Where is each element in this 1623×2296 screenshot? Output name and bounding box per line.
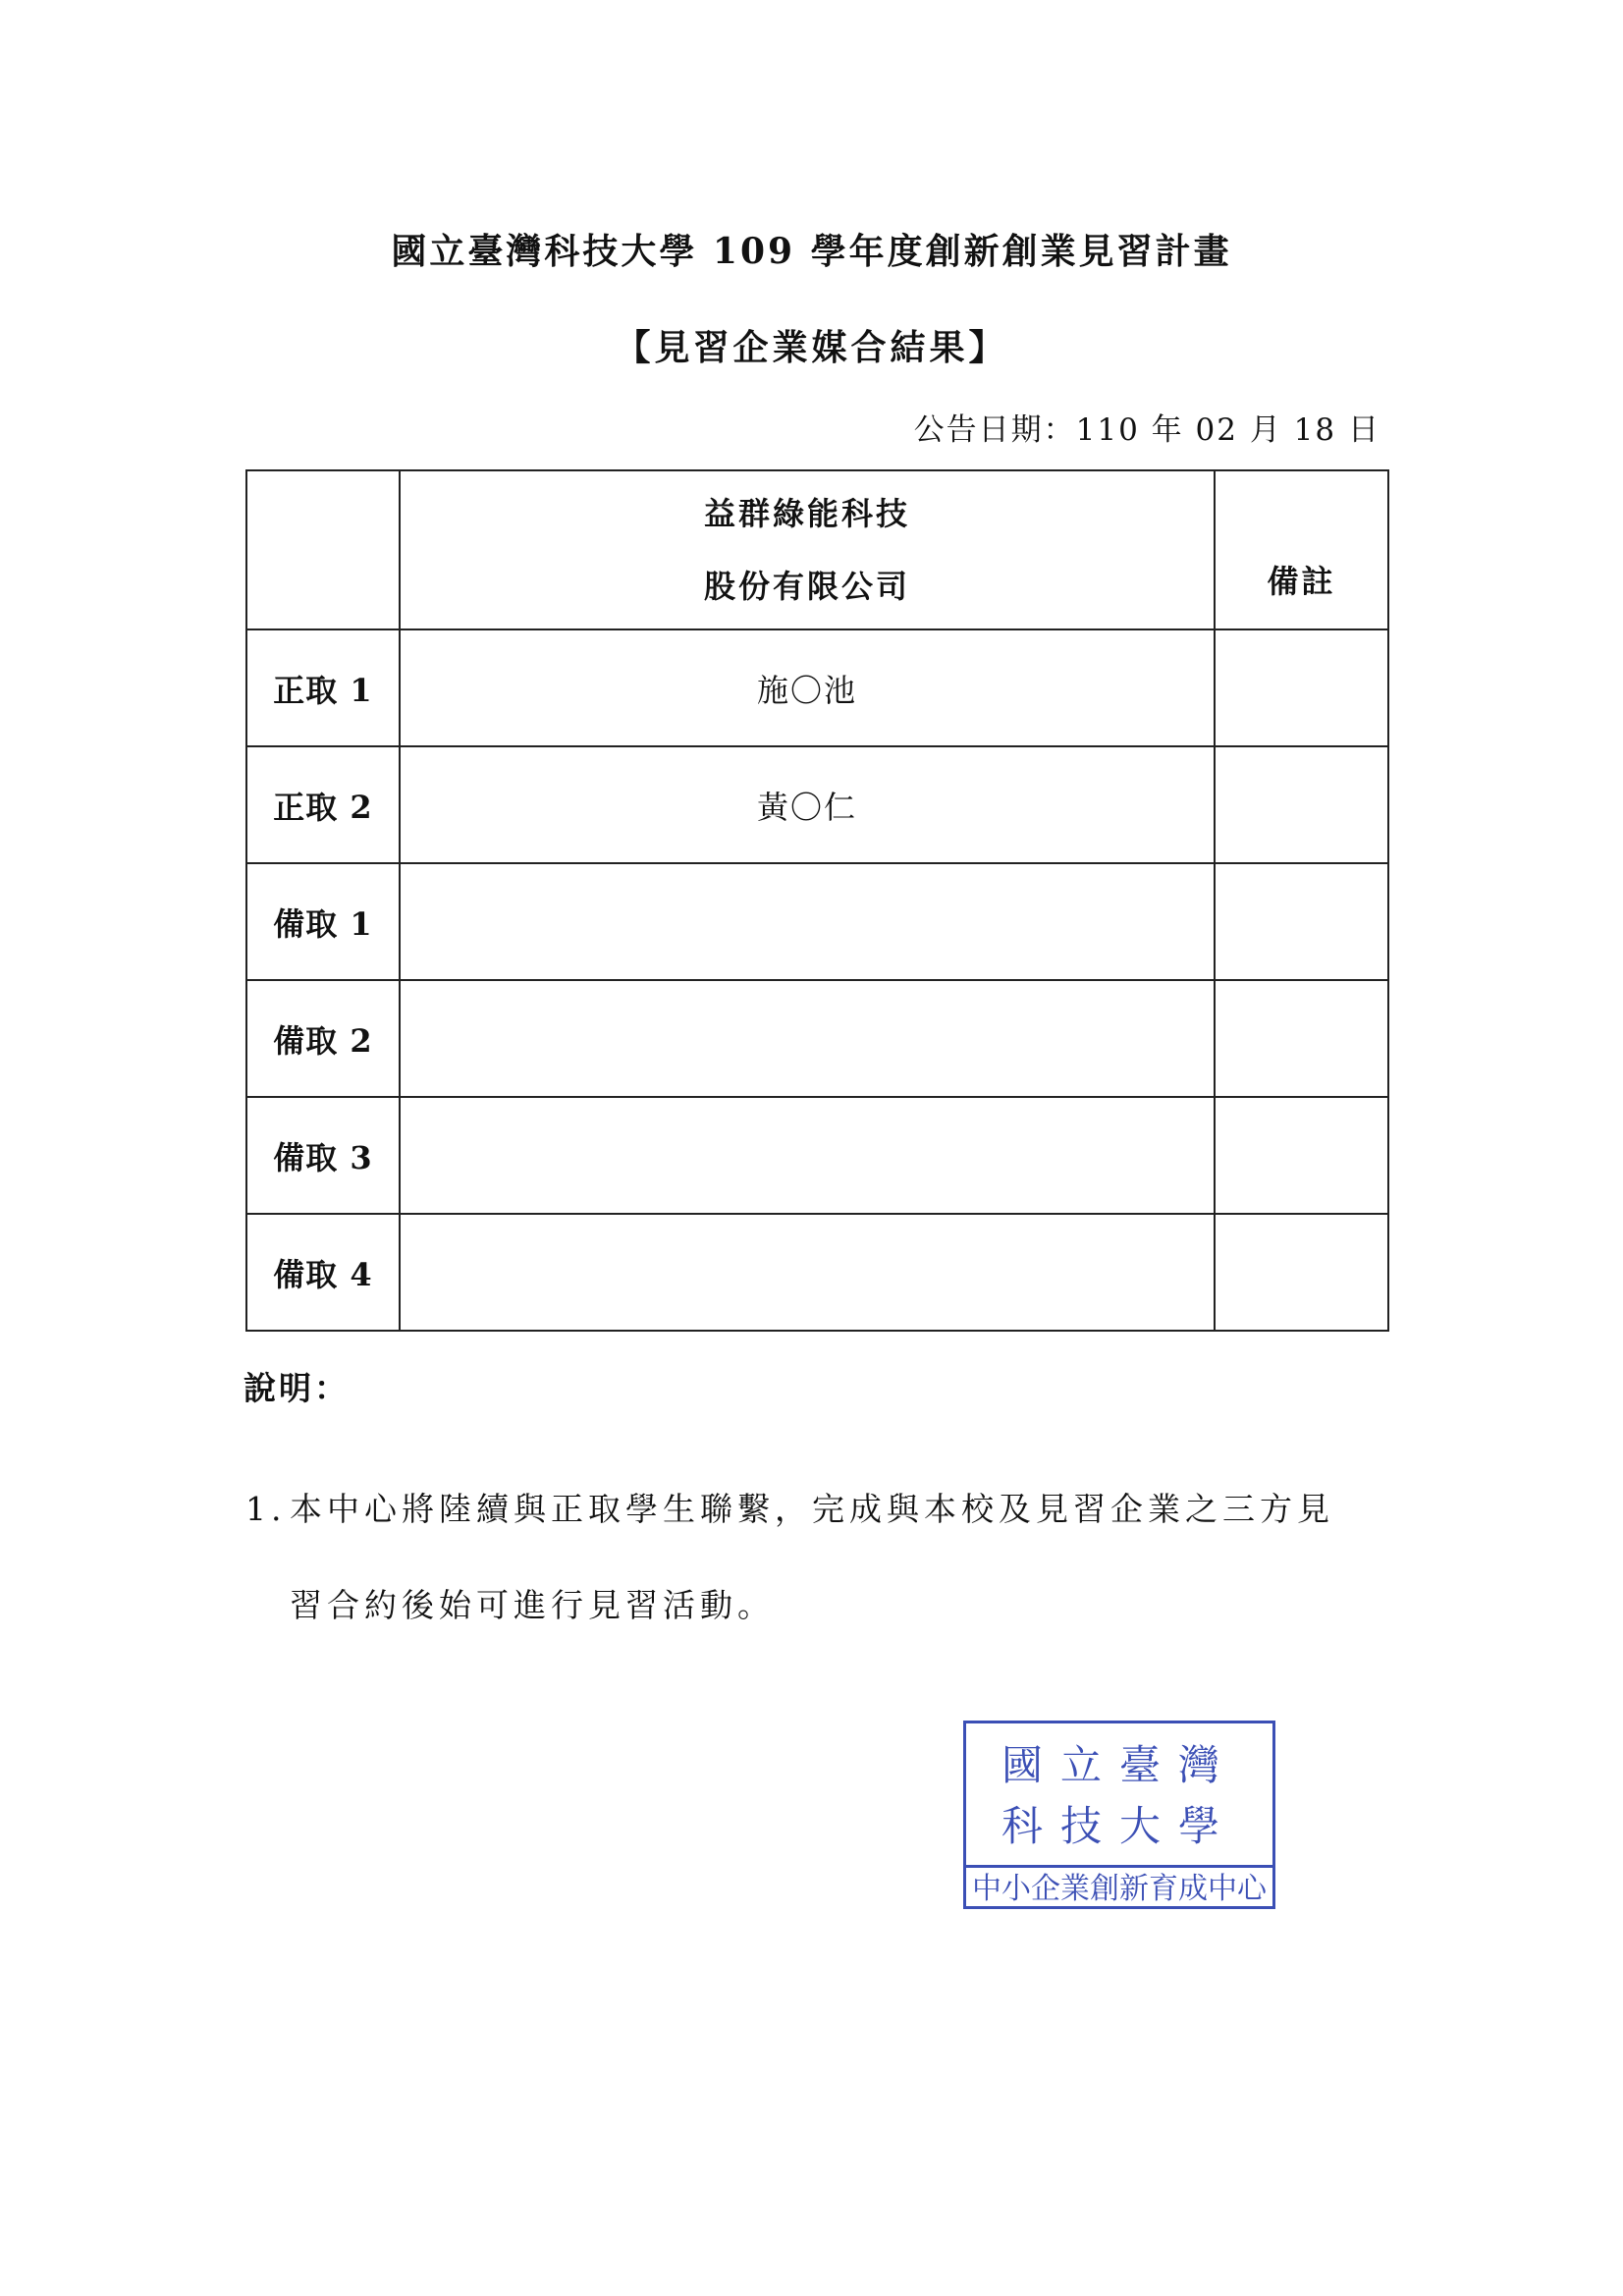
company-header-cell xyxy=(400,470,1215,629)
student-name xyxy=(400,980,1215,1097)
table-header-row xyxy=(246,470,1388,629)
note-text-line1: 本中心將陸續與正取學生聯繫，完成與本校及見習企業之三方見 xyxy=(290,1490,1334,1528)
table-row xyxy=(246,629,1388,746)
company-name-line2: 股份有限公司 xyxy=(703,568,910,605)
row-label: 備取 4 xyxy=(246,1214,400,1331)
announce-date: 公告日期：110 年 02 月 18 日 xyxy=(913,412,1380,448)
row-note xyxy=(1215,863,1388,980)
notes-title: 說明： xyxy=(243,1369,350,1407)
student-name: 施〇池 xyxy=(400,629,1215,746)
matching-result-table xyxy=(245,469,1389,1332)
row-note xyxy=(1215,1214,1388,1331)
student-name: 黃〇仁 xyxy=(400,746,1215,863)
stamp-bottom-text: 中小企業創新育成中心 xyxy=(966,1865,1272,1909)
empty-header-cell xyxy=(246,470,400,629)
row-note xyxy=(1215,980,1388,1097)
row-label: 備取 2 xyxy=(246,980,400,1097)
note-number: 1. xyxy=(245,1490,287,1528)
note-item xyxy=(245,1461,1394,1654)
row-label: 備取 3 xyxy=(246,1097,400,1214)
document-title: 國立臺灣科技大學 109 學年度創新創業見習計畫 xyxy=(391,231,1232,272)
table-row xyxy=(246,746,1388,863)
note-header-cell: 備註 xyxy=(1215,470,1388,629)
row-label: 正取 1 xyxy=(246,629,400,746)
row-note xyxy=(1215,746,1388,863)
stamp-line2: 科技大學 xyxy=(1001,1802,1237,1850)
table-row xyxy=(246,1214,1388,1331)
student-name xyxy=(400,863,1215,980)
official-stamp xyxy=(963,1721,1275,1909)
table-row xyxy=(246,1097,1388,1214)
document-subtitle: 【見習企業媒合結果】 xyxy=(615,327,1008,368)
row-label: 備取 1 xyxy=(246,863,400,980)
student-name xyxy=(400,1214,1215,1331)
row-note xyxy=(1215,629,1388,746)
student-name xyxy=(400,1097,1215,1214)
company-name-line1: 益群綠能科技 xyxy=(703,495,910,532)
table-row xyxy=(246,863,1388,980)
row-label: 正取 2 xyxy=(246,746,400,863)
stamp-line1: 國立臺灣 xyxy=(1001,1741,1237,1789)
note-text-line2: 習合約後始可進行見習活動。 xyxy=(290,1586,775,1624)
row-note xyxy=(1215,1097,1388,1214)
table-row xyxy=(246,980,1388,1097)
